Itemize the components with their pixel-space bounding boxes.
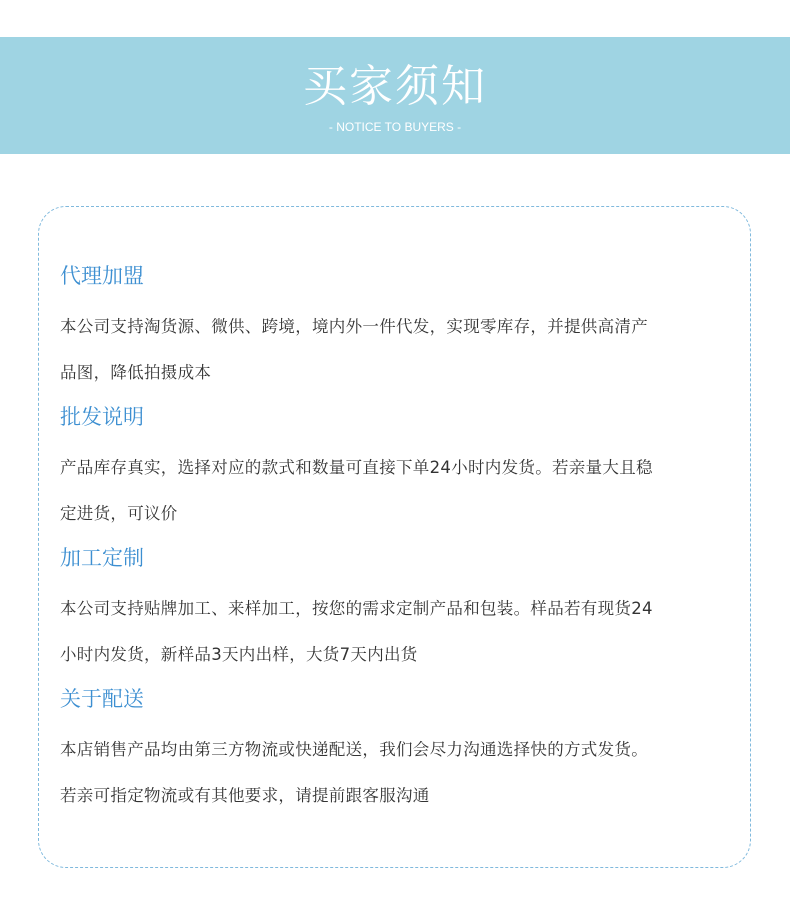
header-banner: [0, 37, 790, 154]
section-body-line: 本公司支持贴牌加工、来样加工，按您的需求定制产品和包装。样品若有现货24: [60, 599, 653, 618]
section-title: 代理加盟: [60, 264, 144, 288]
section-body: [60, 727, 730, 819]
section-body-line: 若亲可指定物流或有其他要求，请提前跟客服沟通: [60, 786, 430, 805]
banner-title: 买家须知: [303, 61, 487, 112]
section-body-line: 定进货，可议价: [60, 504, 178, 523]
section-agency: [60, 262, 730, 396]
section-body-line: 小时内发货，新样品3天内出样，大货7天内出货: [60, 645, 418, 664]
section-wholesale: [60, 403, 730, 537]
section-body: [60, 445, 730, 537]
section-title: 加工定制: [60, 546, 144, 570]
section-title: 批发说明: [60, 405, 144, 429]
section-body: [60, 304, 730, 396]
section-customization: [60, 544, 730, 678]
section-body-line: 本公司支持淘货源、微供、跨境，境内外一件代发，实现零库存，并提供高清产: [60, 317, 648, 336]
section-body-line: 本店销售产品均由第三方物流或快递配送，我们会尽力沟通选择快的方式发货。: [60, 740, 648, 759]
section-body-line: 产品库存真实，选择对应的款式和数量可直接下单24小时内发货。若亲量大且稳: [60, 458, 653, 477]
section-body: [60, 586, 730, 678]
banner-subtitle: - NOTICE TO BUYERS -: [328, 120, 462, 134]
section-delivery: [60, 685, 730, 819]
section-title: 关于配送: [60, 687, 144, 711]
section-body-line: 品图，降低拍摄成本: [60, 363, 212, 382]
